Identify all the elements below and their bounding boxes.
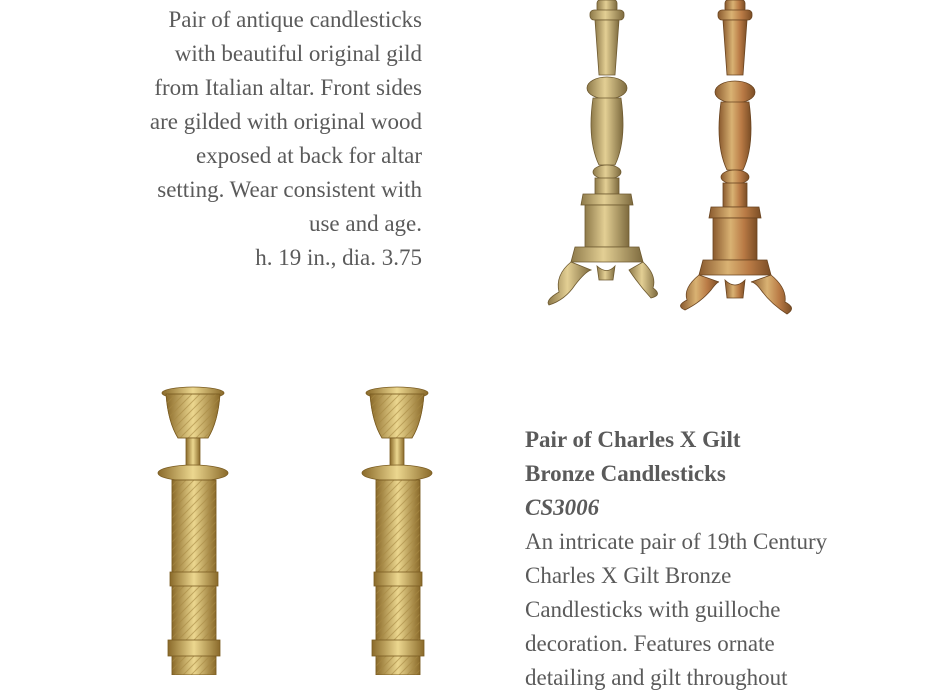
description-line: Pair of antique candlesticks bbox=[168, 7, 422, 32]
product-title-line: Pair of Charles X Gilt bbox=[525, 427, 741, 452]
description-line: setting. Wear consistent with bbox=[157, 177, 422, 202]
charles-x-candlestick-right bbox=[362, 387, 432, 675]
candlestick-right bbox=[680, 0, 791, 314]
dimensions-line: h. 19 in., dia. 3.75 bbox=[255, 245, 422, 270]
description-line: from Italian altar. Front sides bbox=[154, 75, 422, 100]
italian-candlesticks-image bbox=[535, 0, 805, 325]
charles-x-candlesticks-info bbox=[525, 423, 925, 695]
description-line: detailing and gilt throughout bbox=[525, 665, 788, 690]
description-line: use and age. bbox=[308, 211, 422, 236]
charles-x-candlestick-left bbox=[158, 387, 228, 675]
description-line: with beautiful original gild bbox=[174, 41, 422, 66]
product-title-line: Bronze Candlesticks bbox=[525, 461, 726, 486]
description-line: exposed at back for altar bbox=[195, 143, 422, 168]
product-code: CS3006 bbox=[525, 495, 600, 520]
candlestick-left bbox=[548, 0, 657, 305]
description-line: Candlesticks with guilloche bbox=[525, 597, 781, 622]
description-line: Charles X Gilt Bronze bbox=[525, 563, 732, 588]
description-line: decoration. Features ornate bbox=[525, 631, 775, 656]
description-line: An intricate pair of 19th Century bbox=[525, 529, 828, 554]
charles-x-candlesticks-image bbox=[150, 380, 450, 675]
italian-candlesticks-description bbox=[110, 3, 422, 275]
description-line: are gilded with original wood bbox=[149, 109, 422, 134]
